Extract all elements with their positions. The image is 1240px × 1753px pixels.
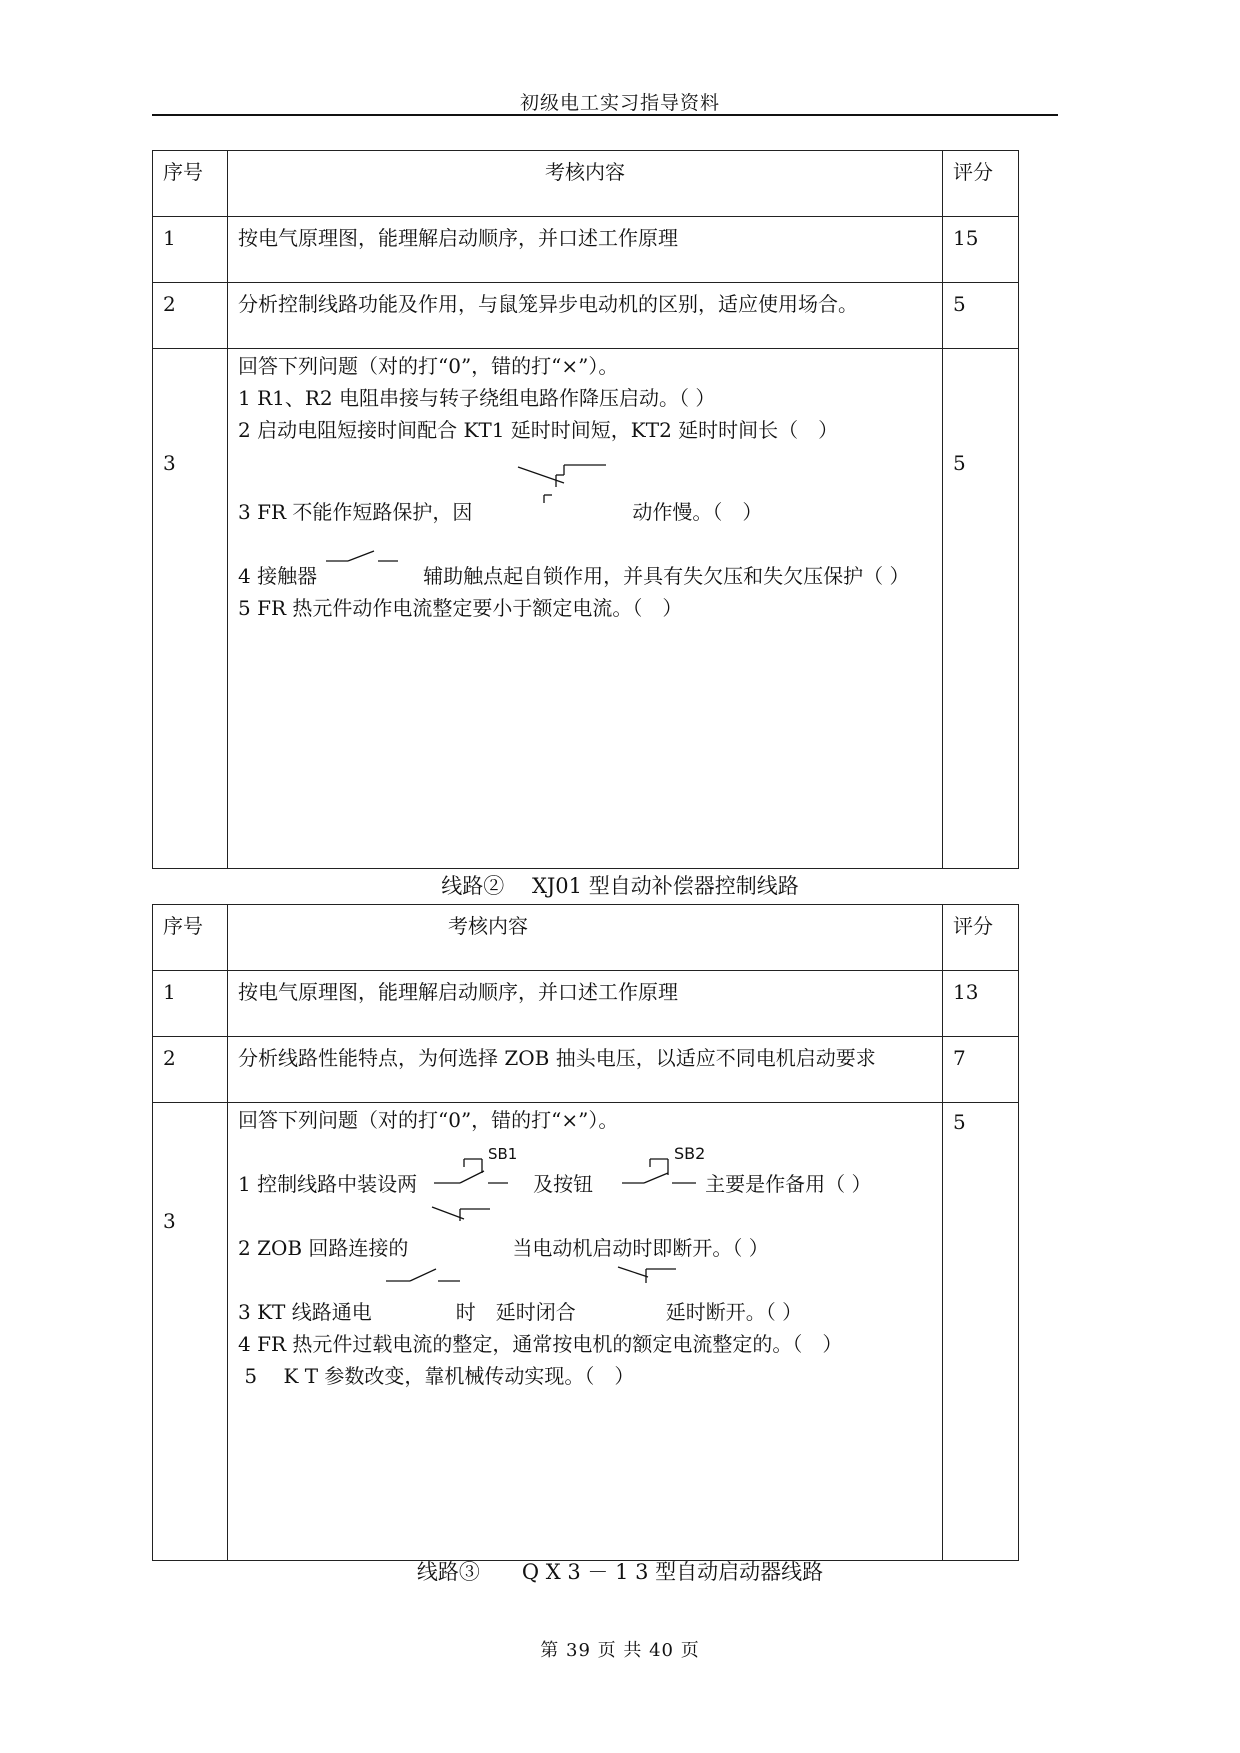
question-4 bbox=[238, 563, 932, 589]
question-4-text-b: 辅助触点起自锁作用，并具有失欠压和失欠压保护（ ） bbox=[423, 564, 910, 588]
sb1-label: SB1 bbox=[488, 1145, 518, 1163]
header-content: 考核内容 bbox=[228, 151, 943, 217]
header-score: 评分 bbox=[943, 905, 1019, 971]
row-no: 1 bbox=[153, 971, 228, 1037]
question-1-text-c: 主要是作备用（ ） bbox=[705, 1172, 872, 1196]
row-content: 按电气原理图，能理解启动顺序，并口述工作原理 bbox=[228, 217, 943, 283]
question-2: 2 启动电阻短接时间配合 KT1 延时时间短，KT2 延时时间长（ ） bbox=[238, 418, 839, 442]
question-3-text-c: 延时断开。（ ） bbox=[665, 1300, 803, 1324]
question-5: 5 FR 热元件动作电流整定要小于额定电流。（ ） bbox=[238, 596, 683, 620]
question-3-text-a: 3 FR 不能作短路保护，因 bbox=[238, 500, 473, 524]
question-5: 5 K T 参数改变，靠机械传动实现。（ ） bbox=[238, 1364, 635, 1388]
table-row bbox=[153, 971, 1019, 1037]
question-3 bbox=[238, 499, 932, 525]
row-content-questions bbox=[228, 1103, 943, 1561]
header-rule bbox=[152, 114, 1058, 116]
row-score: 5 bbox=[943, 349, 1019, 869]
circuit-caption-3: 线路③ Q X 3 － 1 3 型自动启动器线路 bbox=[416, 1560, 824, 1584]
row-no: 1 bbox=[153, 217, 228, 283]
question-3-text-b: 时 延时闭合 bbox=[455, 1300, 576, 1324]
question-intro: 回答下列问题（对的打“0”，错的打“×”）。 bbox=[238, 354, 619, 378]
normally-open-contact-icon bbox=[326, 547, 406, 567]
row-content: 分析线路性能特点，为何选择 ZOB 抽头电压，以适应不同电机启动要求 bbox=[228, 1037, 943, 1103]
header-content: 考核内容 bbox=[228, 905, 943, 971]
question-1-text-a: 1 控制线路中装设两 bbox=[238, 1172, 418, 1196]
row-content: 分析控制线路功能及作用，与鼠笼异步电动机的区别，适应使用场合。 bbox=[228, 283, 943, 349]
table-row bbox=[153, 217, 1019, 283]
header-no: 序号 bbox=[153, 151, 228, 217]
question-3-text-a: 3 KT 线路通电 bbox=[238, 1300, 372, 1324]
question-3-text-b: 动作慢。（ ） bbox=[632, 500, 763, 524]
row-score: 13 bbox=[943, 971, 1019, 1037]
question-4-text-a: 4 接触器 bbox=[238, 564, 318, 588]
row-score: 7 bbox=[943, 1037, 1019, 1103]
question-1-text-b: 及按钮 bbox=[533, 1172, 594, 1196]
table-header-row bbox=[153, 151, 1019, 217]
table-row bbox=[153, 1103, 1019, 1561]
question-2 bbox=[238, 1235, 932, 1261]
row-no: 3 bbox=[153, 349, 228, 869]
header-no: 序号 bbox=[153, 905, 228, 971]
row-no: 3 bbox=[153, 1103, 228, 1561]
question-3 bbox=[238, 1299, 932, 1325]
question-2-text-a: 2 ZOB 回路连接的 bbox=[238, 1236, 409, 1260]
time-delay-closing-contact-icon bbox=[386, 1265, 466, 1289]
table-row bbox=[153, 283, 1019, 349]
row-score: 5 bbox=[943, 283, 1019, 349]
sb2-label: SB2 bbox=[674, 1144, 706, 1163]
question-1: 1 R1、R2 电阻串接与转子绕组电路作降压启动。（ ） bbox=[238, 386, 716, 410]
question-4: 4 FR 热元件过载电流的整定，通常按电机的额定电流整定的。（ ） bbox=[238, 1332, 843, 1356]
table-header-row bbox=[153, 905, 1019, 971]
assessment-table-1 bbox=[152, 150, 1019, 869]
question-1 bbox=[238, 1144, 932, 1197]
row-content: 按电气原理图，能理解启动顺序，并口述工作原理 bbox=[228, 971, 943, 1037]
row-content-questions bbox=[228, 349, 943, 869]
assessment-table-2 bbox=[152, 904, 1019, 1561]
header-title: 初级电工实习指导资料 bbox=[519, 92, 720, 114]
header-score: 评分 bbox=[943, 151, 1019, 217]
table-row bbox=[153, 1037, 1019, 1103]
row-score: 15 bbox=[943, 217, 1019, 283]
row-score: 5 bbox=[943, 1103, 1019, 1561]
thermal-relay-contact-icon bbox=[518, 465, 618, 515]
page-footer: 第 39 页 共 40 页 bbox=[540, 1640, 700, 1661]
time-delay-opening-contact-icon bbox=[618, 1265, 698, 1295]
row-no: 2 bbox=[153, 283, 228, 349]
question-2-text-b: 当电动机启动时即断开。（ ） bbox=[512, 1236, 769, 1260]
table-row bbox=[153, 349, 1019, 869]
normally-closed-contact-icon bbox=[432, 1205, 502, 1235]
circuit-caption-2: 线路② XJ01 型自动补偿器控制线路 bbox=[441, 874, 799, 898]
question-intro: 回答下列问题（对的打“0”，错的打“×”）。 bbox=[238, 1108, 619, 1132]
row-no: 2 bbox=[153, 1037, 228, 1103]
